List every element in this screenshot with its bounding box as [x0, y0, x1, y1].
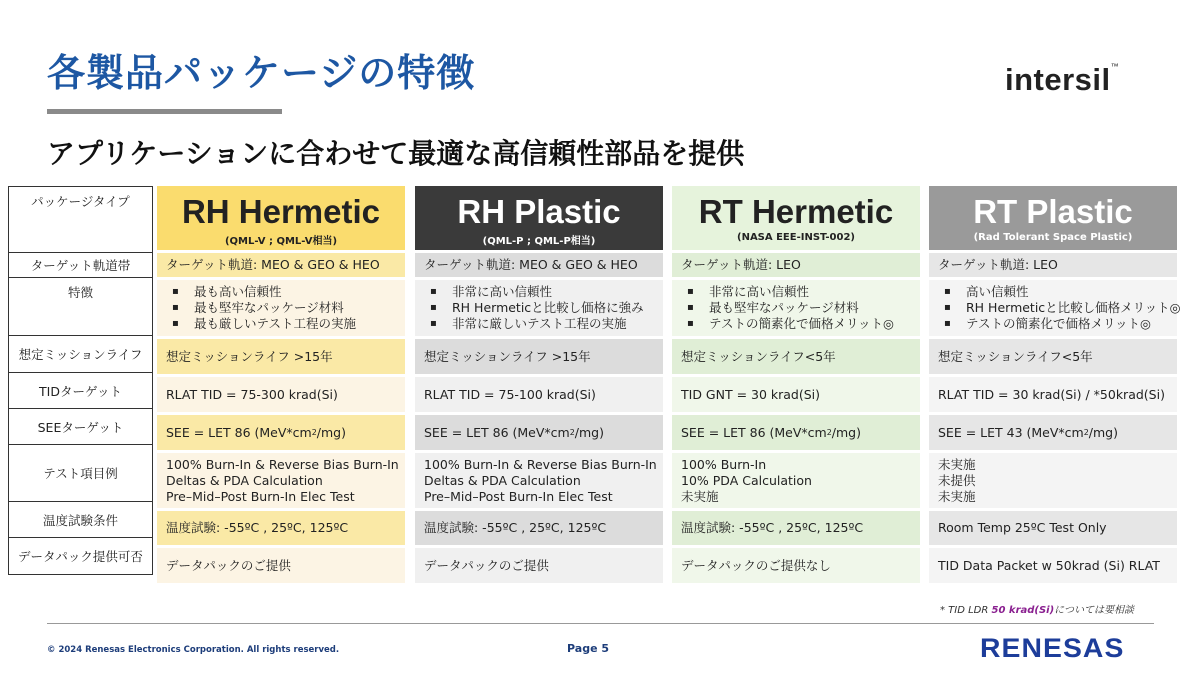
feature-item: ▪ テストの簡素化で価格メリット◎	[938, 316, 1168, 332]
feature-item: ▪ RH Hermeticと比較し価格に強み	[424, 300, 654, 316]
datapack-cell: データパックのご提供	[415, 548, 663, 583]
product-name: RT Plastic	[973, 193, 1133, 230]
tid-cell: RLAT TID = 30 krad(Si) / *50krad(Si)	[929, 377, 1177, 412]
product-name: RT Hermetic	[698, 193, 894, 230]
tests-cell: 100% Burn-In & Reverse Bias Burn-In Deltas & PDA Calculation Pre–Mid–Post Burn-In Elec Test	[415, 453, 663, 508]
column-rh-hermetic	[157, 186, 405, 583]
tid-cell: TID GNT = 30 krad(Si)	[672, 377, 920, 412]
row-label-column	[8, 186, 153, 575]
datapack-cell: データパックのご提供	[157, 548, 405, 583]
feature-item: ▪ 最も厳しいテスト工程の実施	[166, 316, 396, 332]
product-name: RH Plastic	[457, 193, 621, 230]
column-rt-plastic	[929, 186, 1181, 583]
feature-item: ▪ 高い信頼性	[938, 284, 1168, 300]
title-underline	[47, 109, 282, 114]
feature-item: ▪ 非常に高い信頼性	[424, 284, 654, 300]
features-cell	[672, 280, 920, 336]
row-label-temperature: 温度試験条件	[9, 501, 152, 537]
column-rt-hermetic	[672, 186, 920, 583]
tests-cell: 100% Burn-In & Reverse Bias Burn-In Deltas & PDA Calculation Pre–Mid–Post Burn-In Elec Test	[157, 453, 405, 508]
renesas-logo: RENESAS	[980, 633, 1125, 663]
copyright: © 2024 Renesas Electronics Corporation. All rights reserved.	[47, 645, 340, 655]
row-label-datapack: データパック提供可否	[9, 537, 152, 574]
see-cell: SEE = LET 43 (MeV*cm 2 /mg)	[929, 415, 1177, 450]
row-label-mission-life: 想定ミッションライフ	[9, 335, 152, 372]
row-label-see: SEEターゲット	[9, 408, 152, 444]
column-header	[672, 186, 920, 250]
feature-item: ▪ 最も堅牢なパッケージ材料	[166, 300, 396, 316]
page-title: 各製品パッケージの特徴	[47, 51, 476, 95]
tid-cell: RLAT TID = 75-100 krad(Si)	[415, 377, 663, 412]
column-header	[157, 186, 405, 250]
product-standard: (QML-P ; QML-P相当)	[482, 236, 596, 247]
mission-life-cell: 想定ミッションライフ<5年	[672, 339, 920, 374]
datapack-cell: TID Data Packet w 50krad (Si) RLAT	[929, 548, 1177, 583]
see-cell: SEE = LET 86 (MeV*cm 2 /mg)	[672, 415, 920, 450]
footer-divider	[47, 623, 1154, 624]
tests-cell: 100% Burn-In 10% PDA Calculation 未実施	[672, 453, 920, 508]
page-number: Page 5	[567, 642, 610, 655]
column-rh-plastic	[415, 186, 663, 583]
row-label-features: 特徴	[9, 277, 152, 335]
feature-item: ▪ RH Hermeticと比較し価格メリット◎	[938, 300, 1168, 316]
temperature-cell: 温度試験: -55ºC , 25ºC, 125ºC	[157, 511, 405, 545]
feature-item: ▪ テストの簡素化で価格メリット◎	[681, 316, 911, 332]
mission-life-cell: 想定ミッションライフ >15年	[157, 339, 405, 374]
footnote: * TID LDR 50 krad(Si)については要相談	[940, 605, 1134, 616]
temperature-cell: 温度試験: -55ºC , 25ºC, 125ºC	[415, 511, 663, 545]
product-name: RH Hermetic	[181, 193, 381, 230]
column-header	[415, 186, 663, 250]
see-cell: SEE = LET 86 (MeV*cm 2 /mg)	[157, 415, 405, 450]
row-label-orbit: ターゲット軌道帯	[9, 252, 152, 277]
feature-item: ▪ 非常に厳しいテスト工程の実施	[424, 316, 654, 332]
column-header	[929, 186, 1177, 250]
orbit-cell: ターゲット軌道: LEO	[672, 253, 920, 277]
feature-item: ▪ 最も高い信頼性	[166, 284, 396, 300]
product-standard: (Rad Tolerant Space Plastic)	[973, 232, 1133, 243]
features-cell	[929, 280, 1181, 336]
feature-item: ▪ 非常に高い信頼性	[681, 284, 911, 300]
datapack-cell: データパックのご提供なし	[672, 548, 920, 583]
page-subtitle: アプリケーションに合わせて最適な高信頼性部品を提供	[47, 137, 745, 170]
orbit-cell: ターゲット軌道: MEO & GEO & HEO	[415, 253, 663, 277]
temperature-cell: 温度試験: -55ºC , 25ºC, 125ºC	[672, 511, 920, 545]
tid-cell: RLAT TID = 75-300 krad(Si)	[157, 377, 405, 412]
intersil-logo: intersil™	[1005, 62, 1120, 97]
orbit-cell: ターゲット軌道: LEO	[929, 253, 1177, 277]
product-standard: (NASA EEE-INST-002)	[737, 232, 855, 243]
feature-item: ▪ 最も堅牢なパッケージ材料	[681, 300, 911, 316]
features-cell	[157, 280, 405, 336]
features-cell	[415, 280, 663, 336]
row-label-package-type: パッケージタイプ	[31, 194, 130, 209]
see-cell: SEE = LET 86 (MeV*cm 2 /mg)	[415, 415, 663, 450]
mission-life-cell: 想定ミッションライフ >15年	[415, 339, 663, 374]
row-label-tid: TIDターゲット	[9, 372, 152, 408]
orbit-cell: ターゲット軌道: MEO & GEO & HEO	[157, 253, 405, 277]
row-label-tests: テスト項目例	[9, 444, 152, 501]
temperature-cell: Room Temp 25ºC Test Only	[929, 511, 1177, 545]
tests-cell: 未実施 未提供 未実施	[929, 453, 1177, 508]
mission-life-cell: 想定ミッションライフ<5年	[929, 339, 1177, 374]
product-standard: (QML-V ; QML-V相当)	[224, 236, 338, 247]
